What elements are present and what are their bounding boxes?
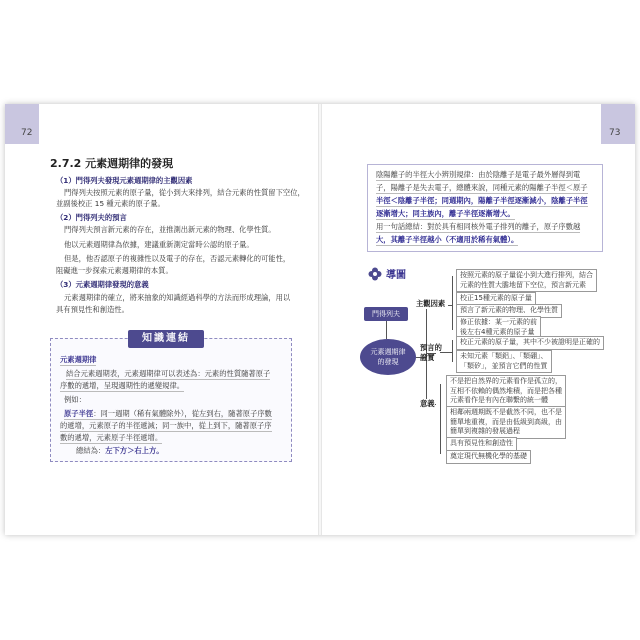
item-line: 校正15種元素的原子量 (460, 294, 532, 302)
item-line: 後左右4種元素的原子量 (460, 327, 535, 336)
connector (386, 321, 387, 339)
center-line-1: 元素週期律 (370, 348, 406, 356)
knowledge-title: 元素週期律 (60, 355, 97, 364)
section-2-heading: （2）門得列夫的預言 (56, 213, 127, 222)
item-line: 相鄰兩週期既不是截然不同，也不是 (450, 408, 562, 416)
summary-text: 左下方＞右上方。 (105, 446, 164, 455)
guide-title: 導圖 (386, 270, 406, 281)
item-line: 「類矽」，並預言它們的性質 (460, 361, 548, 370)
knowledge-example-line-2: 的遞增，元素原子的半徑遞減；同一族中，從上到下，隨著原子序 (60, 421, 272, 430)
item-line: 按照元素的原子量從小到大進行排列，結合 (460, 271, 593, 279)
prediction-item-1 (456, 336, 604, 350)
node-center (360, 339, 416, 375)
section-3-line-1: 元素週期律的確立，將來抽象的知識經過科學的方法而形成理論，用以 (64, 293, 291, 302)
section-title: 2.7.2 元素週期律的發現 (50, 157, 174, 170)
left-page-tab (5, 104, 39, 144)
section-1-line-2: 並副後校正 15 種元素的原子量。 (56, 199, 165, 208)
section-1-heading: （1）門得列夫發現元素週期律的主觀因素 (56, 176, 193, 185)
item-line: 具有預見性和創造性 (450, 439, 513, 447)
knowledge-example-line-3: 數的遞增，元素原子半徑遞增。 (60, 433, 163, 442)
ion-box-line-6: 大，其離子半徑越小（不適用於稀有氣體）。 (376, 235, 519, 244)
node-mendeleev: 門得列夫 (364, 307, 408, 321)
example-text-1: ：同一週期（稀有氣體除外），從左到右，隨著原子序數 (93, 409, 272, 418)
significance-item-4 (446, 450, 531, 464)
example-label: 原子半徑 (64, 409, 94, 418)
right-page-number: 73 (609, 128, 621, 138)
right-page-tab (601, 104, 635, 144)
connector (440, 352, 452, 353)
item-line: 元素看作是有內在聯繫的統一體 (450, 396, 548, 404)
branch2-line-1: 預言的 (420, 343, 442, 352)
knowledge-line-2: 序數的遞增，呈現週期性的遞變規律。 (60, 381, 185, 390)
item-line: 簡單到複雜的發展過程 (450, 427, 520, 435)
branch-label-subjective: 主觀因素 (416, 299, 446, 308)
branch-label-prediction (420, 343, 442, 363)
connector (440, 384, 441, 454)
section-2-line-3: 但是，他否認原子的複雜性以及電子的存在，否認元素轉化的可能性， (64, 254, 291, 263)
item-line: 校正元素的原子量，其中不少被證明是正確的 (460, 338, 600, 346)
branch2-line-2: 證實 (420, 353, 435, 362)
ion-box-line-3: 半徑＜陰離子半徑；同週期內，陽離子半徑逐漸減小，陰離子半徑 (376, 196, 588, 205)
knowledge-line-1: 結合元素週期表，元素週期律可以表述為：元素的性質隨著原子 (66, 369, 271, 378)
connector (452, 276, 453, 330)
significance-item-3 (446, 437, 517, 451)
knowledge-line-3: 例如： (64, 395, 86, 404)
connector (452, 340, 453, 362)
item-line: 互相不依賴的偶然堆積，而是把各種 (450, 386, 562, 395)
prediction-item-2 (456, 350, 552, 373)
section-2-line-4: 阻礙進一步探索元素週期律的本質。 (56, 266, 173, 275)
significance-item-1 (446, 375, 566, 408)
left-page-number: 72 (21, 128, 33, 138)
guide-flower-icon (368, 266, 382, 280)
section-2-line-2: 他以元素週期律為依據，建議重新測定當時公認的原子量。 (64, 240, 254, 249)
item-line: 奠定現代無機化學的基礎 (450, 452, 527, 460)
ion-box-line-2: 子，陽離子是失去電子，總體來說，同種元素的陽離子半徑＜原子 (376, 183, 588, 192)
knowledge-example-line-1 (64, 409, 272, 420)
ion-box-line-5: 用一句話總結：對於具有相同核外電子排列的離子，原子序數越 (376, 222, 581, 231)
item-line: 不是把自然界的元素看作是孤立的， (450, 377, 562, 385)
item-line: 簡單地重複，而是由低級到高級，由 (450, 417, 562, 426)
summary-prefix: 總結為： (76, 446, 106, 455)
section-3-line-2: 具有預見性和創造性。 (56, 305, 129, 314)
book-gutter (318, 104, 322, 535)
knowledge-link-banner: 知識連結 (128, 330, 204, 348)
section-2-line-1: 門得列夫預言新元素的存在，並推測出新元素的物理、化學性質。 (64, 225, 276, 234)
center-line-2: 的發現 (377, 358, 399, 366)
ion-box-line-1: 陰陽離子的半徑大小辨別規律：由於陰離子是電子最外層得到電 (376, 170, 581, 179)
item-line: 未知元素「類鋁」、「類硼」、 (460, 352, 548, 360)
item-line: 預言了新元素的物理、化學性質 (460, 306, 558, 314)
branch-label-significance: 意義 (420, 399, 435, 408)
item-line: 元素的性質大膽地留下空位，預言新元素 (460, 280, 586, 289)
connector (448, 305, 452, 306)
ion-box-line-4: 逐漸增大；同主族內，離子半徑逐漸增大。 (376, 209, 515, 218)
knowledge-summary (76, 446, 164, 456)
section-3-heading: （3）元素週期律發現的意義 (56, 280, 149, 289)
item-line: 修正依據：某一元素的前 (460, 318, 537, 326)
subjective-item-1 (456, 269, 597, 292)
section-1-line-1: 門得列夫按照元素的原子量，從小到大來排列，結合元素的性質留下空位， (64, 188, 305, 197)
significance-item-2 (446, 406, 566, 439)
